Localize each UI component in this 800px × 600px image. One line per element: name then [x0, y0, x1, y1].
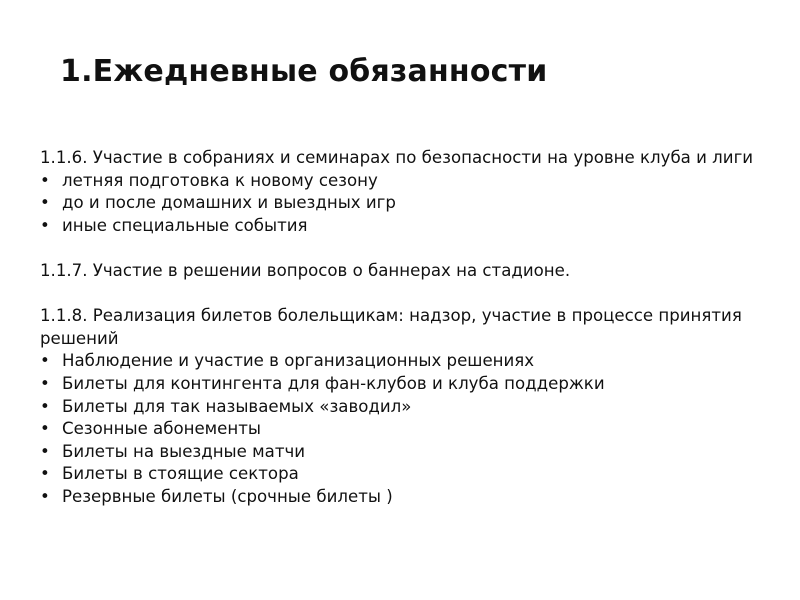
bullet-icon: • [40, 464, 50, 484]
section-3-heading: 1.1.8. Реализация билетов болельщикам: надзор, участие в процессе принятия решений [40, 306, 742, 348]
section-1-list [40, 170, 760, 238]
spacer [40, 237, 760, 260]
list-item [40, 463, 760, 486]
list-item [40, 486, 760, 509]
section-2-heading: 1.1.7. Участие в решении вопросов о баннерах на стадионе. [40, 260, 571, 280]
list-item-text: до и после домашних и выездных игр [62, 193, 396, 213]
slide-title: 1.Ежедневные обязанности [60, 54, 548, 89]
list-item-text: Наблюдение и участие в организационных решениях [62, 351, 535, 371]
bullet-icon: • [40, 441, 50, 461]
list-item-text: иные специальные события [62, 215, 308, 235]
section-1-heading: 1.1.6. Участие в собраниях и семинарах по безопасности на уровне клуба и лиги [40, 148, 754, 167]
slide-content [40, 147, 760, 509]
bullet-icon: • [40, 396, 50, 416]
bullet-icon: • [40, 351, 50, 371]
list-item [40, 192, 760, 215]
list-item [40, 441, 760, 464]
list-item-text: Билеты для контингента для фан-клубов и клуба поддержки [62, 373, 605, 393]
bullet-icon: • [40, 215, 50, 235]
bullet-icon: • [40, 193, 50, 213]
bullet-icon: • [40, 419, 50, 439]
list-item-text: Резервные билеты (срочные билеты ) [62, 486, 393, 506]
bullet-icon: • [40, 373, 50, 393]
list-item [40, 215, 760, 238]
list-item-text: летняя подготовка к новому сезону [62, 170, 378, 190]
list-item-text: Билеты на выездные матчи [62, 441, 306, 461]
list-item [40, 373, 760, 396]
list-item-text: Билеты для так называемых «заводил» [62, 396, 412, 416]
list-item [40, 418, 760, 441]
list-item-text: Сезонные абонементы [62, 419, 262, 439]
section-3-list [40, 350, 760, 508]
list-item [40, 350, 760, 373]
list-item [40, 396, 760, 419]
bullet-icon: • [40, 486, 50, 506]
list-item-text: Билеты в стоящие сектора [62, 464, 299, 484]
list-item [40, 170, 760, 193]
bullet-icon: • [40, 170, 50, 190]
spacer [40, 283, 760, 306]
